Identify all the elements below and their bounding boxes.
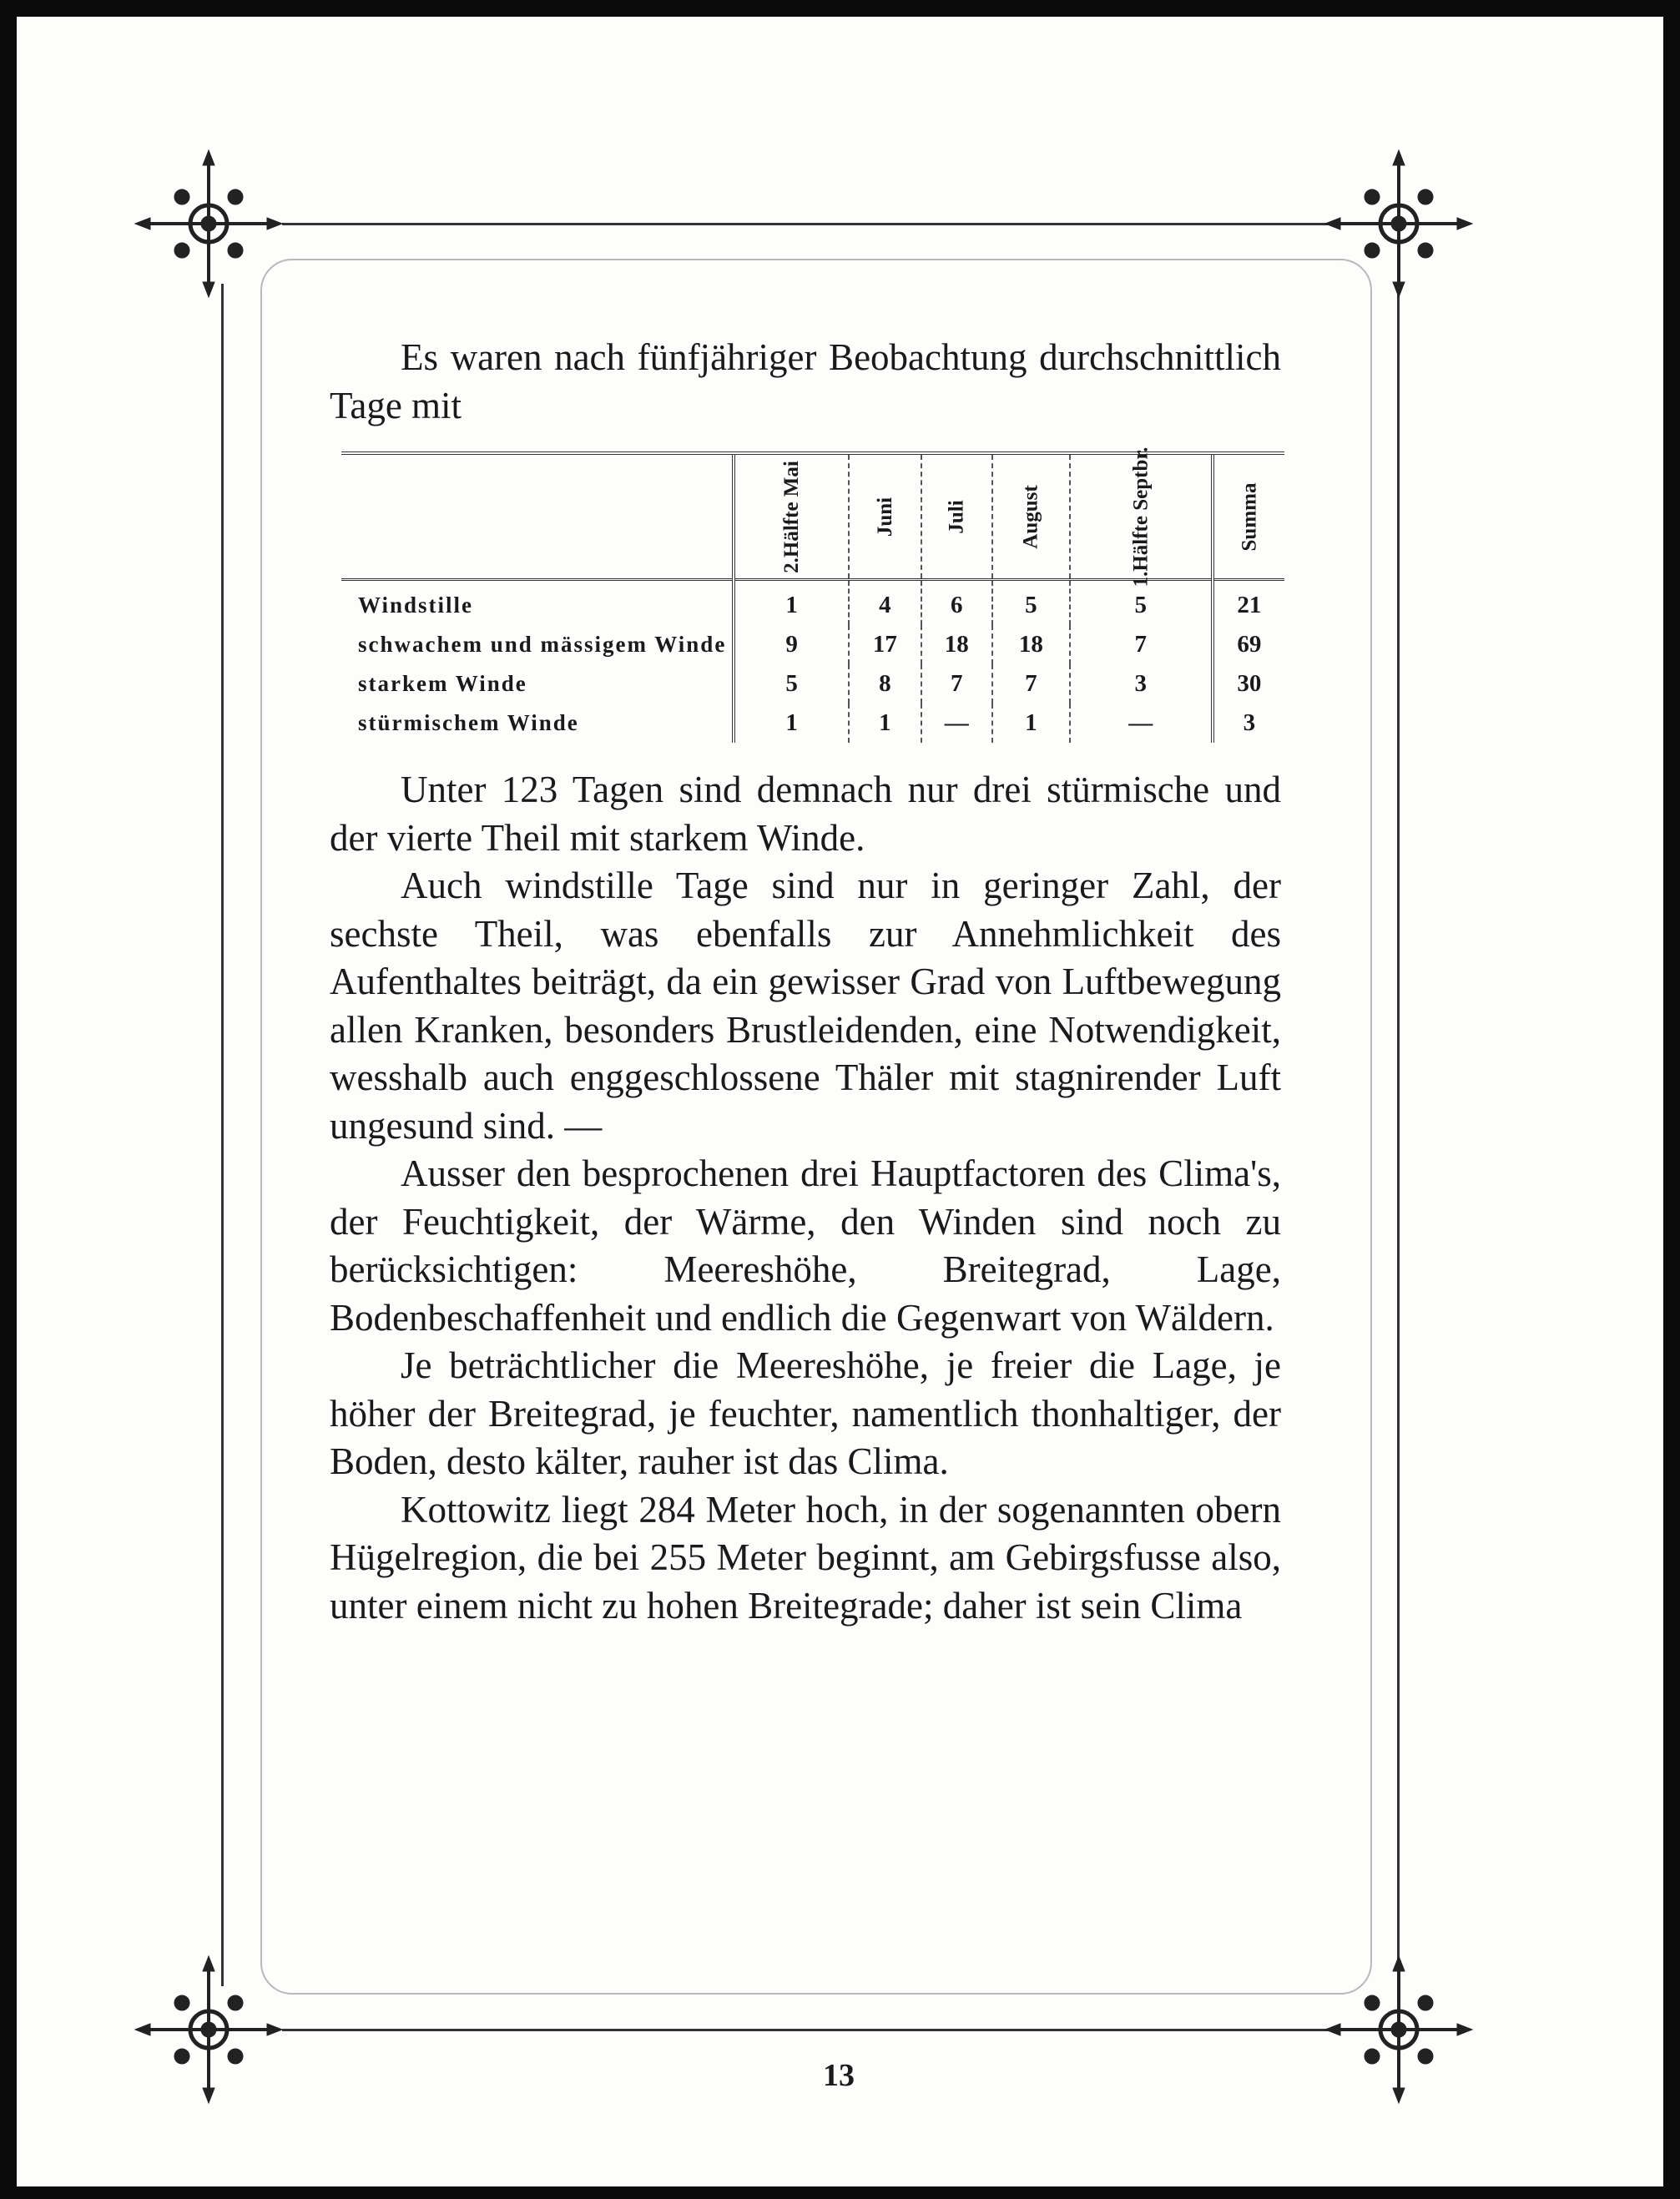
table-cell-sum: 21 (1213, 580, 1284, 626)
page-content (330, 334, 1281, 1630)
body-paragraph: Kottowitz liegt 284 Meter hoch, in der sogenannten obern Hügelregion, die bei 255 Meter beginnt, am Gebirgsfusse also, unter einem nicht zu hohen Breitegrade; daher ist sein Clima (330, 1488, 1281, 1627)
row-label: Windstille (358, 593, 474, 618)
intro-paragraph: Es waren nach fünfjähriger Beobachtung durchschnittlich Tage mit (330, 336, 1281, 426)
page-number: 13 (823, 2058, 855, 2093)
frame-line-right (1397, 284, 1400, 1986)
column-header: Juni (849, 453, 921, 580)
body-paragraph: Unter 123 Tagen sind demnach nur drei stürmische und der vierte Theil mit starkem Winde. (330, 769, 1281, 859)
table-header-row (341, 453, 1284, 580)
row-label: stürmischem Winde (358, 710, 579, 735)
table-cell: 5 (734, 664, 849, 704)
table-cell: 18 (921, 625, 992, 664)
corner-ornament-icon (1315, 1946, 1482, 2113)
table-row (341, 704, 1284, 743)
column-header: August (992, 453, 1070, 580)
frame-line-top (282, 223, 1342, 225)
table-cell-sum: 3 (1213, 704, 1284, 743)
table-cell: 7 (921, 664, 992, 704)
table-cell: 5 (1070, 580, 1213, 626)
table-cell: 7 (992, 664, 1070, 704)
frame-line-left (221, 284, 224, 1986)
column-header: Juli (921, 453, 992, 580)
table-cell: 3 (1070, 664, 1213, 704)
column-header: 2.Hälfte Mai (734, 453, 849, 580)
corner-ornament-icon (1315, 140, 1482, 307)
column-header-sum: Summa (1213, 453, 1284, 580)
body-paragraph: Je beträchtlicher die Meereshöhe, je freier die Lage, je höher der Breitegrad, je feuchter, namentlich thonhaltiger, der Boden, desto kälter, rauher ist das Clima. (330, 1344, 1281, 1482)
table-cell: 6 (921, 580, 992, 626)
table-cell: 8 (849, 664, 921, 704)
table-corner-cell (341, 453, 734, 580)
table-row (341, 625, 1284, 664)
book-page (17, 17, 1663, 2186)
row-label: schwachem und mässigem Winde (358, 632, 727, 657)
table-cell: 1 (992, 704, 1070, 743)
table-cell: — (921, 704, 992, 743)
table-cell: 1 (849, 704, 921, 743)
table-cell: 4 (849, 580, 921, 626)
corner-ornament-icon (125, 140, 292, 307)
corner-ornament-icon (125, 1946, 292, 2113)
table-cell: 9 (734, 625, 849, 664)
body-paragraph: Auch windstille Tage sind nur in geringer Zahl, der sechste Theil, was ebenfalls zur Annehmlichkeit des Aufenthaltes beiträgt, da ein gewisser Grad von Luftbewegung allen Kranken, besonders Brustleidenden, eine Notwendigkeit, wesshalb auch enggeschlossene Thäler mit stagnirender Luft ungesund sind. — (330, 865, 1281, 1147)
table-cell: — (1070, 704, 1213, 743)
column-header: 1.Hälfte Septbr. (1070, 453, 1213, 580)
table-cell: 1 (734, 580, 849, 626)
frame-line-bottom (282, 2029, 1342, 2031)
table-cell: 1 (734, 704, 849, 743)
table-cell: 5 (992, 580, 1070, 626)
body-paragraph: Ausser den besprochenen drei Hauptfactoren des Clima's, der Feuchtigkeit, der Wärme, den Winden sind noch zu berücksichtigen: Meereshöhe, Breitegrad, Lage, Bodenbeschaffenheit und endlich die Gegenwart von Wäldern. (330, 1152, 1281, 1339)
wind-days-table (341, 446, 1284, 743)
table-cell-sum: 69 (1213, 625, 1284, 664)
table-cell: 18 (992, 625, 1070, 664)
table-cell-sum: 30 (1213, 664, 1284, 704)
table-row (341, 664, 1284, 704)
table-cell: 7 (1070, 625, 1213, 664)
table-cell: 17 (849, 625, 921, 664)
row-label: starkem Winde (358, 671, 527, 696)
